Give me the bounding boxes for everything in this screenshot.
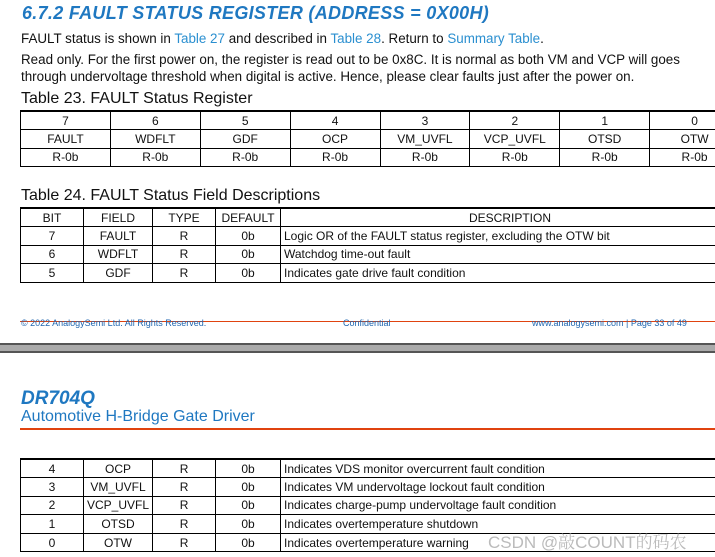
- table-cell: Indicates overtemperature warning: [281, 533, 715, 552]
- table-cell: Indicates overtemperature shutdown: [281, 515, 715, 534]
- section-heading: 6.7.2 FAULT STATUS REGISTER (ADDRESS = 0X00H): [22, 3, 490, 23]
- table-cell: OTSD: [560, 130, 650, 149]
- intro-text: FAULT status is shown in: [21, 31, 175, 46]
- table-cell: 0: [650, 111, 715, 130]
- note-line-2: through undervoltage threshold when digital is active. Hence, please clear faults just after the power on.: [21, 69, 635, 84]
- table-header-row: [21, 208, 715, 227]
- table-cell: 1: [21, 515, 84, 534]
- product-subtitle: Automotive H-Bridge Gate Driver: [21, 408, 255, 425]
- table-cell: DESCRIPTION: [281, 208, 715, 227]
- table-cell: OTSD: [84, 515, 153, 534]
- table-row: [21, 496, 715, 515]
- table-cell: R: [153, 478, 216, 497]
- table-cell: 0b: [216, 227, 281, 246]
- table-cell: WDFLT: [84, 245, 153, 264]
- table-cell: FAULT: [84, 227, 153, 246]
- field-descriptions-table: [20, 207, 715, 283]
- table-cell: R-0b: [290, 148, 380, 167]
- link-summary-table[interactable]: Summary Table: [447, 31, 541, 46]
- table-cell: OTW: [84, 533, 153, 552]
- product-name: DR704Q: [21, 388, 95, 409]
- table-cell: FAULT: [21, 130, 111, 149]
- table-cell: R-0b: [200, 148, 290, 167]
- table-cell: VM_UVFL: [84, 478, 153, 497]
- table-cell: R: [153, 245, 216, 264]
- table-cell: R-0b: [110, 148, 200, 167]
- intro-paragraph: [21, 31, 544, 46]
- link-table-27[interactable]: Table 27: [174, 31, 225, 46]
- table-row: [21, 264, 715, 283]
- table-cell: R: [153, 496, 216, 515]
- field-name-row: [21, 130, 715, 149]
- table-cell: 3: [380, 111, 470, 130]
- table-cell: OTW: [650, 130, 715, 149]
- table-cell: TYPE: [153, 208, 216, 227]
- intro-text: . Return to: [381, 31, 448, 46]
- table-cell: Indicates VDS monitor overcurrent fault condition: [281, 459, 715, 478]
- table-cell: 7: [21, 227, 84, 246]
- table-row: [21, 245, 715, 264]
- access-row: [21, 148, 715, 167]
- table-cell: OCP: [84, 459, 153, 478]
- table-cell: Indicates gate drive fault condition: [281, 264, 715, 283]
- table-cell: R: [153, 264, 216, 283]
- table-cell: VCP_UVFL: [470, 130, 560, 149]
- table-cell: Watchdog time-out fault: [281, 245, 715, 264]
- table-row: [21, 478, 715, 497]
- table-cell: 0b: [216, 533, 281, 552]
- table-cell: 0b: [216, 496, 281, 515]
- table-cell: 2: [21, 496, 84, 515]
- table-cell: VM_UVFL: [380, 130, 470, 149]
- table-cell: R-0b: [380, 148, 470, 167]
- table-cell: GDF: [84, 264, 153, 283]
- table-row: [21, 227, 715, 246]
- table-cell: 5: [200, 111, 290, 130]
- table-cell: 0b: [216, 245, 281, 264]
- header-rule: [20, 428, 715, 430]
- table-cell: 0b: [216, 515, 281, 534]
- table-cell: 7: [21, 111, 111, 130]
- intro-text: and described in: [224, 31, 331, 46]
- table-cell: Logic OR of the FAULT status register, excluding the OTW bit: [281, 227, 715, 246]
- table-cell: BIT: [21, 208, 84, 227]
- table-cell: 2: [470, 111, 560, 130]
- table-cell: R: [153, 515, 216, 534]
- table-cell: 6: [21, 245, 84, 264]
- table23-title: Table 23. FAULT Status Register: [21, 90, 253, 107]
- footer-confidential: Confidential: [343, 318, 391, 328]
- table-cell: VCP_UVFL: [84, 496, 153, 515]
- page-separator: [0, 343, 715, 353]
- table-row: [21, 459, 715, 478]
- footer-page: www.analogysemi.com | Page 33 of 49: [532, 318, 687, 328]
- table-cell: 1: [560, 111, 650, 130]
- table-cell: WDFLT: [110, 130, 200, 149]
- table-cell: 4: [290, 111, 380, 130]
- table-cell: R-0b: [560, 148, 650, 167]
- fault-status-register-table: [20, 110, 715, 167]
- footer-copyright: © 2022 AnalogySemi Ltd. All Rights Reserved.: [21, 318, 207, 328]
- table-cell: FIELD: [84, 208, 153, 227]
- table-cell: 0b: [216, 459, 281, 478]
- table-cell: OCP: [290, 130, 380, 149]
- intro-text: .: [540, 31, 544, 46]
- link-table-28[interactable]: Table 28: [330, 31, 382, 46]
- watermark: CSDN @敲COUNT的码农: [488, 533, 687, 552]
- table-cell: R: [153, 533, 216, 552]
- table-cell: GDF: [200, 130, 290, 149]
- table-cell: 6: [110, 111, 200, 130]
- table-cell: R: [153, 227, 216, 246]
- table-cell: 5: [21, 264, 84, 283]
- table-cell: R-0b: [650, 148, 715, 167]
- table-cell: Indicates charge-pump undervoltage fault condition: [281, 496, 715, 515]
- table-cell: Indicates VM undervoltage lockout fault condition: [281, 478, 715, 497]
- table-cell: DEFAULT: [216, 208, 281, 227]
- table-cell: 3: [21, 478, 84, 497]
- table24-title: Table 24. FAULT Status Field Descriptions: [21, 187, 321, 204]
- table-cell: R-0b: [21, 148, 111, 167]
- note-line-1: Read only. For the first power on, the register is read out to be 0x8C. It is normal as both VM and VCP will goes: [21, 52, 680, 67]
- table-cell: 0b: [216, 478, 281, 497]
- table-cell: R: [153, 459, 216, 478]
- table-cell: 0b: [216, 264, 281, 283]
- bit-number-row: [21, 111, 715, 130]
- table-cell: 4: [21, 459, 84, 478]
- table-cell: 0: [21, 533, 84, 552]
- table-cell: R-0b: [470, 148, 560, 167]
